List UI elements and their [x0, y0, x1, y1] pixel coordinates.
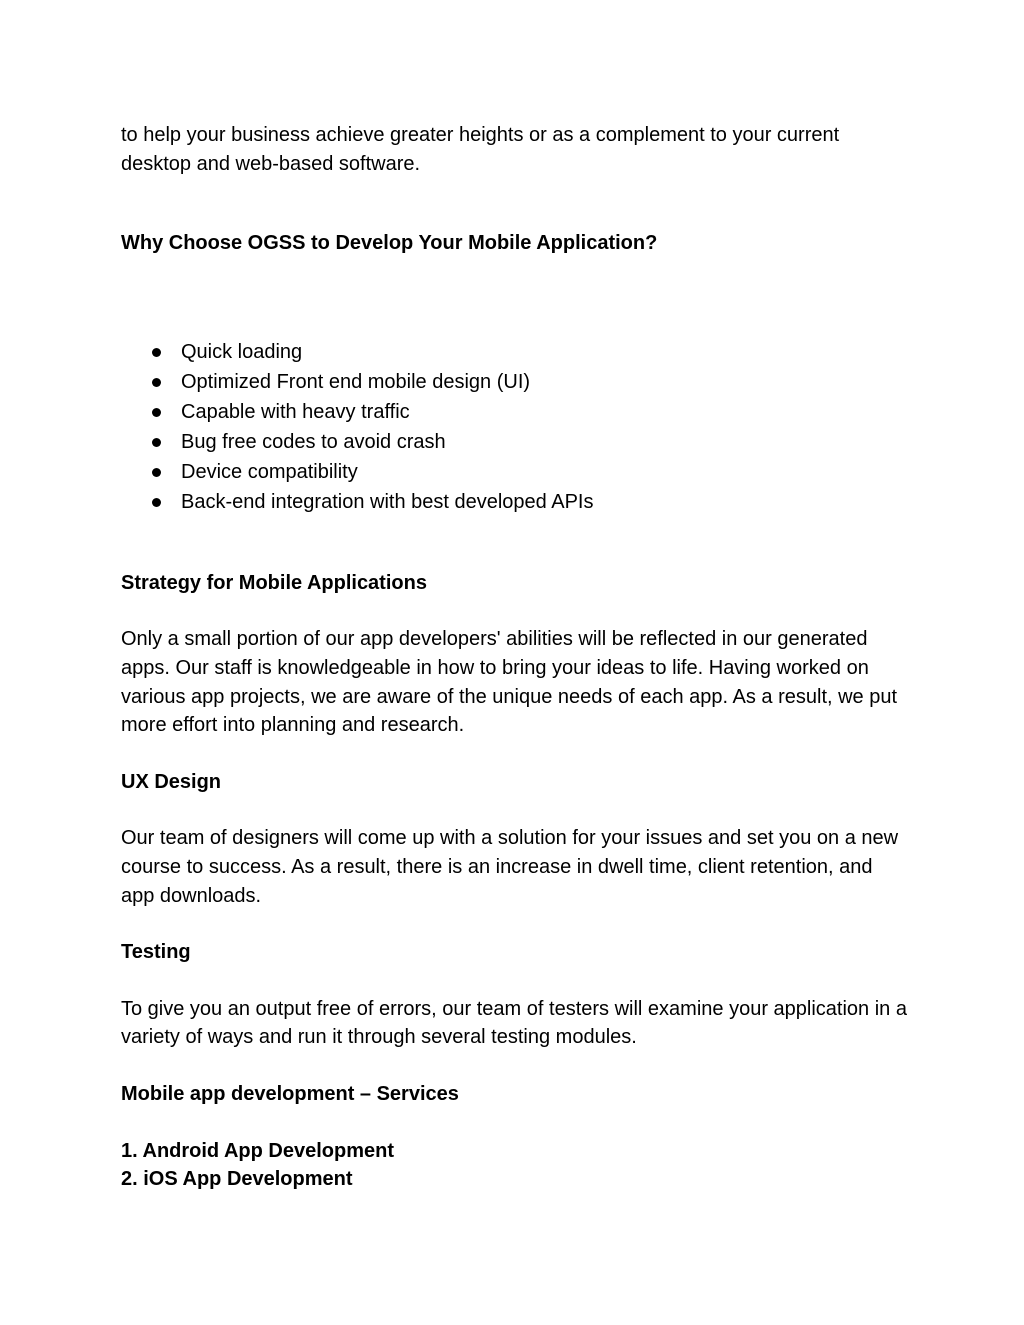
list-item — [121, 367, 911, 397]
intro-paragraph: to help your business achieve greater heights or as a complement to your current desktop and web-based software. — [121, 124, 840, 175]
testing-heading: Testing — [121, 941, 191, 964]
bullet-icon — [152, 348, 161, 357]
list-item — [121, 487, 911, 517]
list-item — [121, 337, 911, 367]
bullet-icon — [152, 468, 161, 477]
ux-design-heading: UX Design — [121, 770, 222, 793]
list-item-text: Bug free codes to avoid crash — [181, 430, 446, 453]
services-list — [121, 1137, 911, 1194]
strategy-paragraph: Only a small portion of our app developers' abilities will be reflected in our generated apps. Our staff is knowledgeable in how to bring your ideas to life. Having worked on various app projects, we are aware of the unique needs of each app. As a result, we put more effort into planning and research. — [121, 628, 898, 737]
list-item — [121, 397, 911, 427]
list-item-text: Capable with heavy traffic — [181, 400, 410, 423]
list-item: 2. iOS App Development — [121, 1168, 353, 1191]
bullet-icon — [152, 408, 161, 417]
features-list — [121, 337, 911, 517]
list-item-text: Device compatibility — [181, 460, 358, 483]
testing-paragraph: To give you an output free of errors, our team of testers will examine your application in a variety of ways and run it through several testing modules. — [121, 997, 907, 1049]
bullet-icon — [152, 438, 161, 447]
services-heading: Mobile app development – Services — [121, 1082, 459, 1105]
why-choose-heading: Why Choose OGSS to Develop Your Mobile Application? — [121, 232, 658, 255]
list-item-text: Back-end integration with best developed APIs — [181, 490, 594, 513]
list-item — [121, 427, 911, 457]
document-body — [121, 121, 911, 1194]
list-item: 1. Android App Development — [121, 1139, 394, 1162]
list-item-text: Optimized Front end mobile design (UI) — [181, 370, 531, 393]
bullet-icon — [152, 498, 161, 507]
bullet-icon — [152, 378, 161, 387]
strategy-heading: Strategy for Mobile Applications — [121, 571, 427, 594]
list-item — [121, 457, 911, 487]
ux-design-paragraph: Our team of designers will come up with a solution for your issues and set you on a new course to success. As a result, there is an increase in dwell time, client retention, and app downloads. — [121, 827, 899, 907]
list-item-text: Quick loading — [181, 340, 303, 363]
